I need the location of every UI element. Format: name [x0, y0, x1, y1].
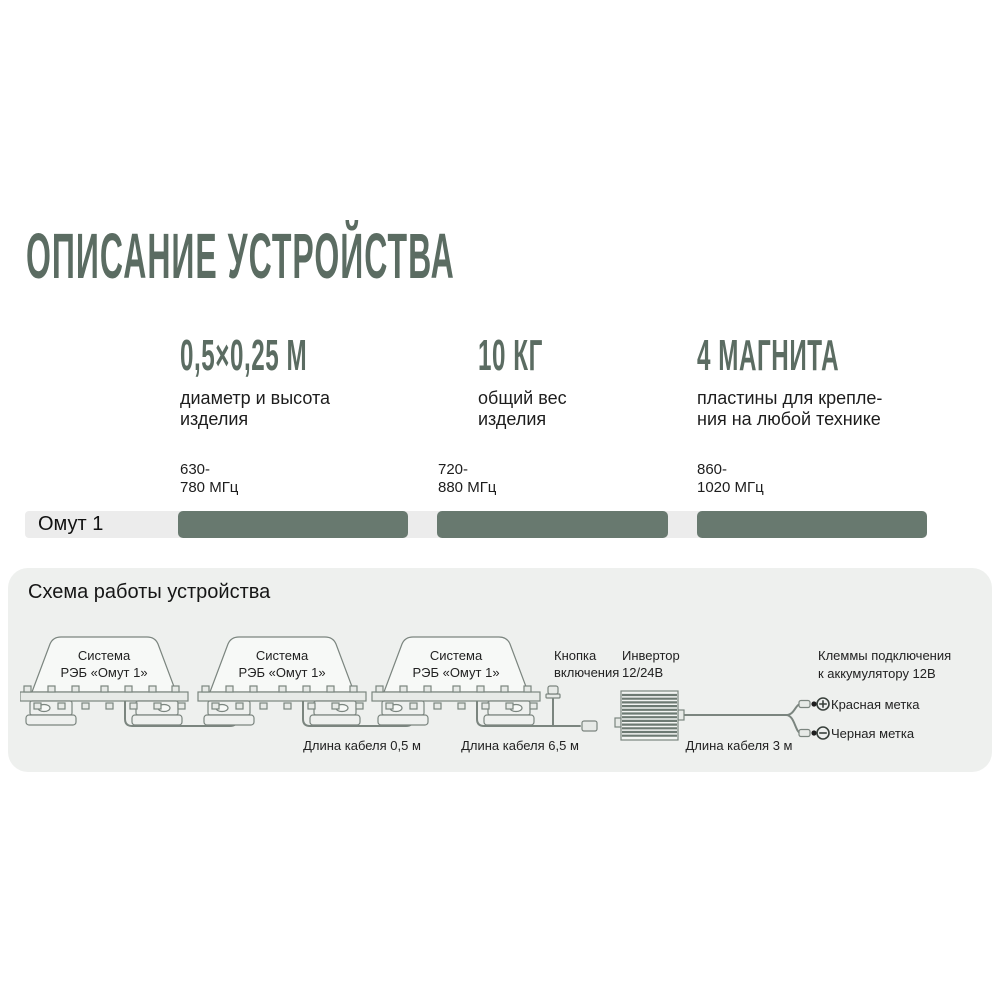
frequency-band-track	[25, 511, 927, 538]
spec-dimensions-value: 0,5×0,25 М	[180, 331, 308, 380]
terminals-label	[818, 647, 951, 683]
black-terminal-plug	[799, 730, 810, 737]
spec-magnets-value: 4 МАГНИТА	[697, 331, 840, 380]
frequency-bar-860-1020	[697, 511, 927, 538]
device1-label	[34, 648, 174, 681]
device2-label-line1: Система	[255, 648, 309, 663]
device1-label-line1: Система	[77, 648, 131, 663]
black-mark-label: Черная метка	[831, 726, 915, 741]
plus-terminal-icon	[817, 698, 829, 710]
device3-label-line1: Система	[429, 648, 483, 663]
spec-weight	[478, 331, 596, 430]
cable3-length-label: Длина кабеля 3 м	[685, 738, 793, 753]
spec-magnets	[697, 331, 955, 430]
power-button-label-line2: включения	[554, 664, 620, 680]
scheme-heading: Схема работы устройства	[28, 581, 271, 603]
power-button-label	[554, 648, 619, 681]
inverter-icon	[615, 691, 684, 740]
device-name-label: Омут 1	[38, 513, 104, 535]
inverter-label	[622, 648, 680, 681]
device2-label	[212, 648, 352, 681]
frequency-range-2-line1: 720-	[438, 461, 469, 478]
terminals-label-line1: Клеммы подключения	[818, 648, 952, 663]
frequency-range-2-line2: 880 МГц	[438, 479, 497, 496]
spec-weight-desc-line2: изделия	[478, 409, 547, 429]
inverter-label-line1: Инвертор	[622, 648, 680, 663]
frequency-range-3-line2: 1020 МГц	[697, 479, 764, 496]
power-button-icon	[546, 686, 560, 698]
power-button-label-line1: Кнопка	[554, 648, 597, 663]
scheme-panel	[8, 568, 992, 772]
spec-magnets-desc-line2: ния на любой технике	[697, 409, 881, 429]
terminals-label-line2: к аккумулятору 12В	[818, 666, 936, 681]
cable2-length-label: Длина кабеля 6,5 м	[461, 738, 579, 753]
frequency-range-2	[438, 461, 496, 497]
spec-weight-value: 10 КГ	[478, 331, 543, 380]
page-title: ОПИСАНИЕ УСТРОЙСТВА	[26, 220, 455, 292]
inverter-plug-icon	[582, 721, 597, 731]
frequency-bar-630-780	[178, 511, 408, 538]
spec-magnets-desc-line1: пластины для крепле-	[697, 388, 883, 408]
frequency-range-3-line1: 860-	[697, 461, 728, 478]
device2-label-line2: РЭБ «Омут 1»	[238, 664, 326, 680]
spec-dimensions	[180, 331, 411, 430]
frequency-range-1-line2: 780 МГц	[180, 479, 239, 496]
frequency-range-1	[180, 461, 238, 497]
black-terminal-dot	[811, 730, 816, 735]
device3-label	[386, 648, 526, 681]
inverter-label-line2: 12/24В	[622, 664, 664, 680]
spec-weight-desc-line1: общий вес	[478, 388, 567, 408]
cable1-length-label: Длина кабеля 0,5 м	[303, 738, 421, 753]
frequency-bar-720-880	[437, 511, 668, 538]
spec-dimensions-desc-line1: диаметр и высота	[180, 388, 331, 408]
device3-label-line2: РЭБ «Омут 1»	[412, 664, 500, 680]
red-terminal-dot	[811, 701, 816, 706]
spec-dimensions-desc-line2: изделия	[180, 409, 249, 429]
red-mark-label: Красная метка	[831, 697, 920, 712]
device1-label-line2: РЭБ «Омут 1»	[60, 664, 148, 680]
battery-terminals	[799, 698, 829, 739]
frequency-range-3	[697, 461, 764, 497]
frequency-range-1-line1: 630-	[180, 461, 211, 478]
red-terminal-plug	[799, 701, 810, 708]
